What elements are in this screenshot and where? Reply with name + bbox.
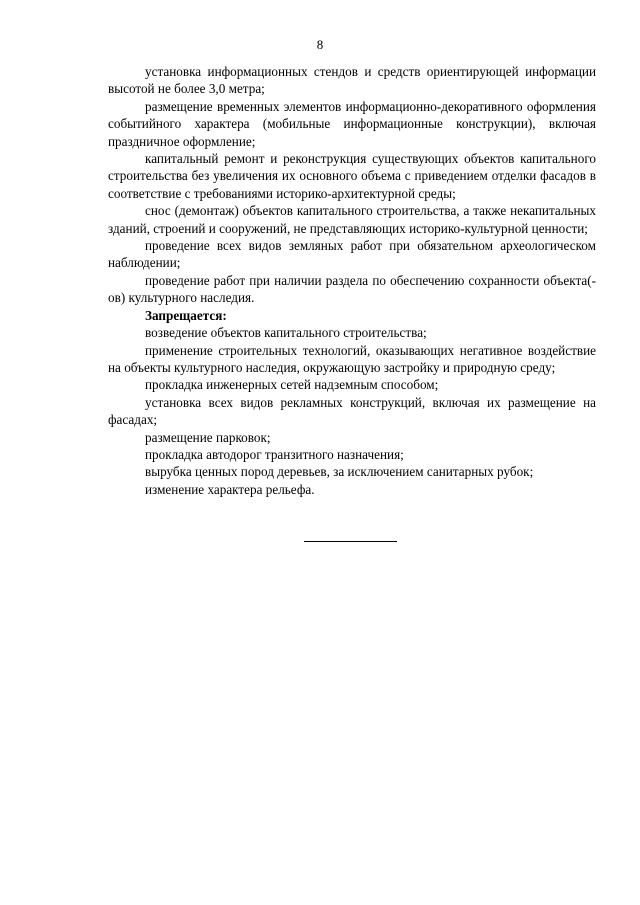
paragraph: изменение характера рельефа. bbox=[145, 481, 315, 497]
paragraph: установка всех видов рекламных конструкций, включая их размещение на фасадах; bbox=[108, 394, 596, 428]
paragraph: вырубка ценных пород деревьев, за исключением санитарных рубок; bbox=[145, 464, 534, 480]
paragraph: прокладка автодорог транзитного назначения; bbox=[145, 446, 404, 462]
paragraph: снос (демонтаж) объектов капитального строительства, а также некапитальных зданий, строений и сооружений, не представляющих историко-культурной ценности; bbox=[108, 203, 596, 236]
paragraph: проведение всех видов земляных работ при обязательном археологическом наблюдении; bbox=[108, 238, 596, 271]
paragraph: размещение временных элементов информационно-декоративного оформления событийного характера (мобильные информационные конструкции), включая праздничное оформление; bbox=[108, 98, 596, 149]
page-number: 8 bbox=[316, 37, 324, 52]
end-divider-line bbox=[304, 541, 397, 542]
section-heading-prohibited: Запрещается: bbox=[145, 307, 227, 323]
paragraph: капитальный ремонт и реконструкция существующих объектов капитального строительства без увеличения их основного объема с приведением отделки фасадов в соответствие с требованиями историко-архитектурной среды; bbox=[108, 151, 596, 201]
paragraph: проведение работ при наличии раздела по обеспечению сохранности объекта(-ов) культурного наследия. bbox=[108, 272, 596, 306]
paragraph: применение строительных технологий, оказывающих негативное воздействие на объекты культурного наследия, окружающую застройку и природную среду; bbox=[108, 342, 596, 375]
paragraph: возведение объектов капитального строительства; bbox=[145, 325, 427, 341]
paragraph: прокладка инженерных сетей надземным способом; bbox=[145, 377, 439, 393]
paragraph: установка информационных стендов и средств ориентирующей информации высотой не более 3,0 метра; bbox=[108, 64, 596, 97]
document-body bbox=[108, 63, 596, 498]
paragraph: размещение парковок; bbox=[145, 429, 271, 445]
